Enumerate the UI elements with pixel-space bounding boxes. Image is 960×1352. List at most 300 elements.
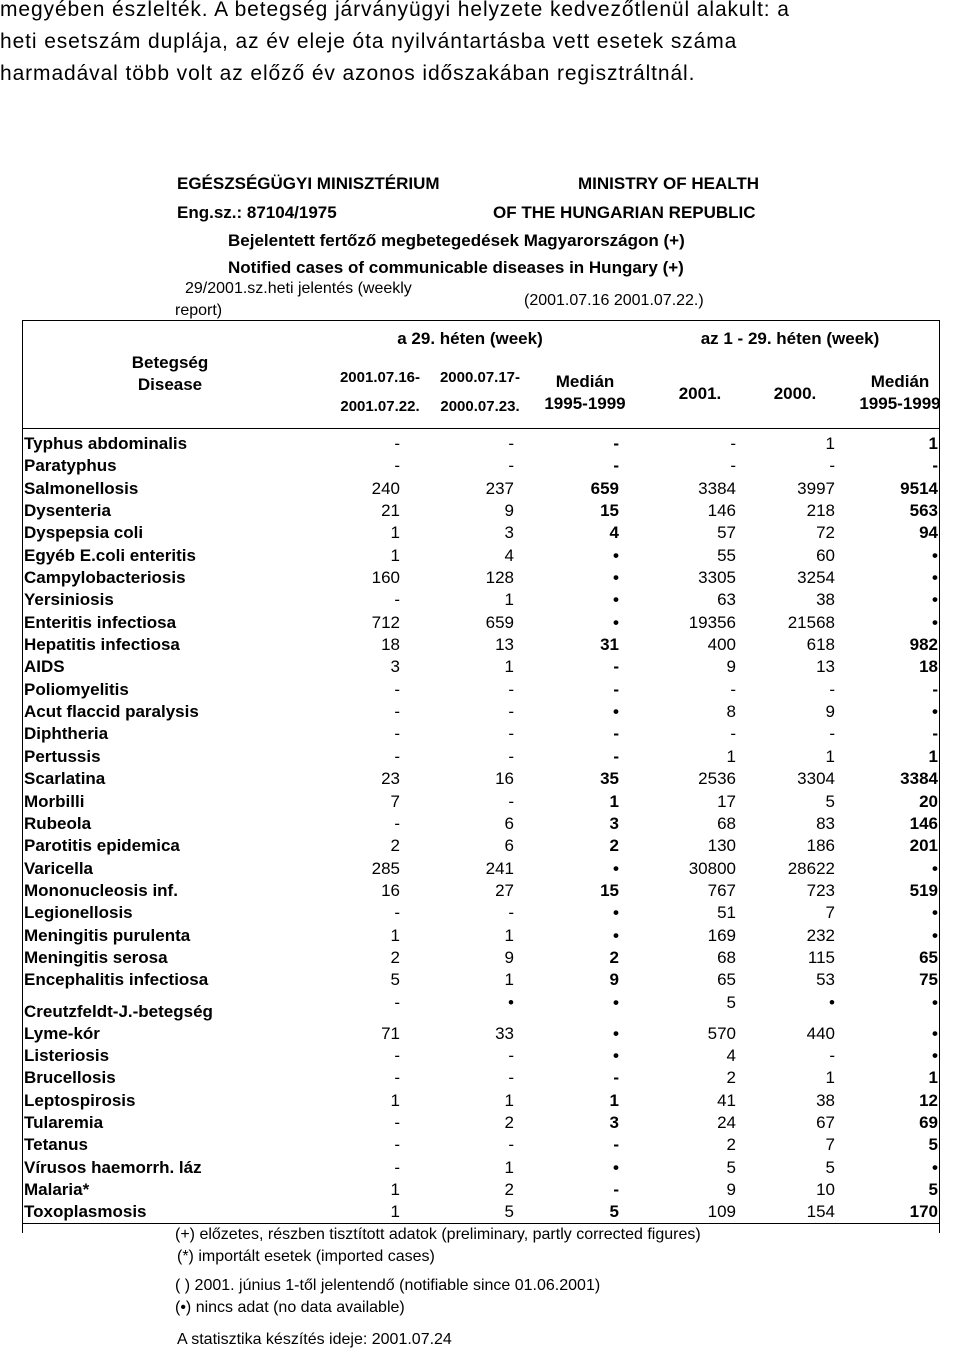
disease-name: Yersiniosis [24,590,114,610]
table-row [0,657,960,679]
disease-name: Diphtheria [24,724,109,744]
disease-name: Hepatitis infectiosa [24,635,180,655]
table-bottom-rule [22,1223,940,1224]
cell-col-2: - [613,679,619,699]
cell-col-3: - [730,679,736,699]
cell-col-2: 15 [600,501,619,521]
cell-col-5: 69 [919,1112,938,1132]
cell-col-1: 4 [504,545,514,565]
cell-col-3: 146 [707,501,736,521]
cell-col-5: 75 [919,970,938,990]
disease-name: Salmonellosis [24,478,139,498]
cell-col-1: 9 [504,947,514,967]
cell-col-2: • [613,903,619,923]
table-row [0,1180,960,1202]
cell-col-2: - [613,724,619,744]
cell-col-0: 712 [371,612,400,632]
cell-col-5: • [932,568,938,588]
cell-col-1: 1 [504,925,514,945]
cell-col-0: - [394,1135,400,1155]
cell-col-5: 9514 [900,478,938,498]
disease-name: Leptospirosis [24,1090,136,1110]
cell-col-2: • [613,1045,619,1065]
cell-col-1: - [508,791,514,811]
disease-table [0,434,960,1225]
table-row [0,456,960,478]
cell-col-4: 21568 [787,612,835,632]
cell-col-0: 7 [390,791,400,811]
cell-col-0: 2 [390,836,400,856]
table-row [0,948,960,970]
disease-name: Listeriosis [24,1045,110,1065]
col-cum-median-years: 1995-1999 [859,394,941,413]
cell-col-3: - [730,434,736,453]
table-row [0,792,960,814]
cell-col-1: 16 [495,769,514,789]
disease-name: AIDS [24,657,65,677]
registration-number: Eng.sz.: 87104/1975 [177,203,337,222]
cell-col-4: 72 [816,523,835,543]
disease-name: Acut flaccid paralysis [24,702,199,722]
disease-name: Typhus abdominalis [24,434,188,453]
cell-col-4: 28622 [787,858,835,878]
cell-col-0: - [394,1045,400,1065]
ministry-en: MINISTRY OF HEALTH [578,174,760,193]
disease-name: Meningitis purulenta [24,925,191,945]
cell-col-5: 18 [919,657,938,677]
table-row [0,702,960,724]
cell-col-2: 5 [609,1202,619,1222]
cell-col-0: - [394,746,400,766]
report-number-cont: report) [175,302,223,319]
cell-col-0: 1 [390,545,400,565]
cell-col-2: 15 [600,880,619,900]
header-bottom-rule [22,428,940,429]
cell-col-3: 400 [707,635,736,655]
cell-col-2: • [613,702,619,722]
cell-col-5: - [932,724,938,744]
col-week-2000-from: 2000.07.17- [439,369,521,386]
cell-col-0: 3 [390,657,400,677]
cell-col-4: 13 [816,657,835,677]
disease-name: Paratyphus [24,456,117,476]
cell-col-2: - [613,1068,619,1088]
cell-col-4: 53 [816,970,835,990]
cell-col-2: - [613,434,619,453]
cell-col-5: • [932,858,938,878]
cell-col-4: 1 [825,434,835,453]
cell-col-0: 5 [390,970,400,990]
cell-col-3: 5 [726,992,736,1012]
cell-col-5: • [932,903,938,923]
table-row [0,546,960,568]
cell-col-3: 3384 [698,478,736,498]
cell-col-1: 3 [504,523,514,543]
cell-col-5: 982 [909,635,938,655]
cell-col-0: - [394,1157,400,1177]
cell-col-2: • [613,925,619,945]
disease-name: Rubeola [24,813,92,833]
disease-header-en: Disease [137,375,203,394]
cell-col-1: - [508,1135,514,1155]
cell-col-5: • [932,925,938,945]
cell-col-4: 7 [825,1135,835,1155]
cell-col-5: 3384 [900,769,938,789]
cell-col-1: 5 [504,1202,514,1222]
cell-col-4: 38 [816,1090,835,1110]
cell-col-5: • [932,1045,938,1065]
cell-col-3: 2536 [698,769,736,789]
cell-col-2: 659 [590,478,619,498]
cell-col-4: 38 [816,590,835,610]
report-period: (2001.07.16 2001.07.22.) [524,292,704,309]
cell-col-3: 1 [726,746,736,766]
cell-col-3: 130 [707,836,736,856]
cell-col-1: 27 [495,880,514,900]
table-row [0,926,960,948]
disease-name: Egyéb E.coli enteritis [24,545,196,565]
cell-col-4: 9 [825,702,835,722]
cell-col-4: • [829,992,835,1012]
table-row [0,1068,960,1090]
table-row [0,1158,960,1180]
table-row [0,724,960,746]
cell-col-4: 67 [816,1112,835,1132]
cell-col-2: - [613,657,619,677]
footnote-notifiable: ( ) 2001. június 1-től jelentendő (notifiable since 01.06.2001) [175,1277,601,1294]
cell-col-0: - [394,724,400,744]
disease-name: Tularemia [24,1112,104,1132]
disease-name: Malaria* [24,1180,90,1199]
cell-col-4: 232 [806,925,835,945]
col-cum-2001: 2001. [678,384,722,403]
cell-col-5: 519 [909,880,938,900]
table-row [0,814,960,836]
col-week-2001-from: 2001.07.16- [339,369,421,386]
intro-line-1: megyében észlelték. A betegség járványügyi helyzete kedvezőtlenül alakult: a [0,0,790,21]
cell-col-5: • [932,702,938,722]
cell-col-0: - [394,434,400,453]
cell-col-4: 154 [806,1202,835,1222]
cell-col-3: 41 [717,1090,736,1110]
table-row [0,970,960,992]
title-en: Notified cases of communicable diseases in Hungary (+) [228,258,684,277]
disease-name: Brucellosis [24,1068,116,1088]
cell-col-0: 240 [371,478,400,498]
cell-col-1: 659 [485,612,514,632]
cell-col-5: • [932,590,938,610]
cell-col-4: 115 [807,947,835,967]
cell-col-5: • [932,992,938,1012]
cell-col-0: 285 [371,858,400,878]
cell-col-1: - [508,456,514,476]
cell-col-3: 5 [726,1157,736,1177]
cell-col-3: 17 [717,791,736,811]
cell-col-0: 16 [381,880,400,900]
intro-line-2: heti esetszám duplája, az év eleje óta nyilvántartásba vett esetek száma [0,30,738,53]
cell-col-4: 10 [816,1180,835,1199]
cell-col-5: 94 [919,523,938,543]
republic-en: OF THE HUNGARIAN REPUBLIC [493,203,756,222]
cell-col-2: 1 [609,1090,619,1110]
cell-col-0: 1 [390,1090,400,1110]
cell-col-0: - [394,1068,400,1088]
cell-col-2: • [613,1023,619,1043]
cell-col-3: 65 [717,970,736,990]
col-cum-2000: 2000. [773,384,817,403]
disease-name: Creutzfeldt-J.-betegség [24,1001,213,1021]
cell-col-5: 201 [909,836,938,856]
cell-col-0: 1 [390,1202,400,1222]
disease-name: Encephalitis infectiosa [24,970,209,990]
disease-name: Toxoplasmosis [24,1202,147,1222]
cell-col-1: 1 [504,657,514,677]
cell-col-1: - [508,434,514,453]
table-row [0,523,960,545]
cell-col-5: 1 [928,434,938,453]
cell-col-0: 1 [390,1180,400,1199]
cell-col-5: • [932,612,938,632]
footnote-preliminary: (+) előzetes, részben tisztított adatok (preliminary, partly corrected figures) [175,1226,701,1243]
cell-col-2: - [613,746,619,766]
cell-col-2: • [613,568,619,588]
cell-col-1: - [508,1068,514,1088]
table-row [0,747,960,769]
cell-col-0: - [394,702,400,722]
cell-col-3: 63 [717,590,736,610]
cell-col-3: 570 [707,1023,736,1043]
cell-col-3: 68 [717,813,736,833]
cumulative-group-header: az 1 - 29. héten (week) [700,329,880,348]
disease-name: Campylobacteriosis [24,568,186,588]
cell-col-1: 128 [485,568,514,588]
cell-col-5: • [932,545,938,565]
disease-name: Pertussis [24,746,101,766]
cell-col-3: 9 [726,1180,736,1199]
table-row [0,1202,960,1224]
cell-col-4: 3304 [797,769,835,789]
table-row [0,881,960,903]
table-row [0,993,960,1024]
cell-col-1: • [508,992,514,1012]
table-row [0,769,960,791]
cell-col-2: 31 [600,635,619,655]
cell-col-5: 1 [928,746,938,766]
col-cum-median-label: Medián [870,372,930,391]
disease-name: Enteritis infectiosa [24,612,177,632]
cell-col-4: 218 [806,501,835,521]
table-row [0,1113,960,1135]
cell-col-2: 2 [609,947,619,967]
table-row [0,590,960,612]
cell-col-0: - [394,813,400,833]
cell-col-2: • [613,545,619,565]
cell-col-5: - [932,456,938,476]
disease-name: Dyspepsia coli [24,523,144,543]
table-row [0,501,960,523]
cell-col-1: - [508,903,514,923]
cell-col-4: 723 [806,880,835,900]
cell-col-0: 2 [390,947,400,967]
cell-col-1: 1 [504,590,514,610]
report-number: 29/2001.sz.heti jelentés (weekly [185,280,412,297]
cell-col-3: 3305 [698,568,736,588]
weekly-group-header: a 29. héten (week) [397,329,543,348]
cell-col-5: 65 [919,947,938,967]
cell-col-5: 20 [919,791,938,811]
disease-name: Morbilli [24,791,85,811]
cell-col-2: • [613,992,619,1012]
cell-col-5: 170 [909,1202,938,1222]
statistics-prepared-date: A statisztika készítés ideje: 2001.07.24 [177,1331,452,1348]
cell-col-0: 1 [390,523,400,543]
cell-col-4: 60 [816,545,835,565]
cell-col-4: - [829,1045,835,1065]
disease-name: Poliomyelitis [24,679,129,699]
cell-col-3: 57 [717,523,736,543]
cell-col-3: - [730,456,736,476]
cell-col-2: 3 [609,1112,619,1132]
cell-col-4: 3254 [797,568,835,588]
disease-header-hu: Betegség [131,353,209,372]
table-row [0,434,960,456]
cell-col-3: 8 [726,702,736,722]
cell-col-4: 1 [825,1068,835,1088]
cell-col-5: 5 [928,1180,938,1199]
col-week-median-years: 1995-1999 [544,394,626,413]
disease-name: Vírusos haemorrh. láz [24,1157,202,1177]
cell-col-5: • [932,1023,938,1043]
cell-col-4: 618 [806,635,835,655]
cell-col-1: 6 [504,836,514,856]
cell-col-2: 1 [609,791,619,811]
cell-col-5: • [932,1157,938,1177]
table-row [0,903,960,925]
cell-col-3: 169 [707,925,736,945]
disease-name: Scarlatina [24,769,106,789]
cell-col-2: 2 [609,836,619,856]
col-week-median-label: Medián [555,372,615,391]
cell-col-1: 1 [504,970,514,990]
cell-col-0: 71 [381,1023,400,1043]
col-week-2001-to: 2001.07.22. [340,398,420,415]
cell-col-3: 55 [717,545,736,565]
cell-col-1: - [508,1045,514,1065]
cell-col-3: 19356 [688,612,736,632]
cell-col-4: 440 [806,1023,835,1043]
header-top-rule [22,320,940,321]
cell-col-0: 1 [390,925,400,945]
cell-col-0: - [394,590,400,610]
cell-col-4: 83 [816,813,835,833]
cell-col-1: 237 [485,478,514,498]
cell-col-1: 2 [504,1112,514,1132]
disease-name: Varicella [24,858,94,878]
disease-name: Tetanus [24,1135,88,1155]
cell-col-4: 1 [825,746,835,766]
cell-col-3: 51 [717,903,736,923]
cell-col-0: 23 [381,769,400,789]
cell-col-3: 109 [707,1202,736,1222]
disease-name: Parotitis epidemica [24,836,180,856]
cell-col-4: 186 [806,836,835,856]
table-row [0,680,960,702]
table-row [0,479,960,501]
cell-col-1: 1 [504,1157,514,1177]
cell-col-1: 2 [504,1180,514,1199]
cell-col-0: - [394,679,400,699]
cell-col-1: - [508,724,514,744]
cell-col-3: 767 [707,880,736,900]
table-row [0,859,960,881]
cell-col-3: 68 [717,947,736,967]
cell-col-1: 9 [504,501,514,521]
cell-col-1: - [508,702,514,722]
table-row [0,613,960,635]
table-row [0,1046,960,1068]
cell-col-1: 6 [504,813,514,833]
table-row [0,635,960,657]
cell-col-4: - [829,724,835,744]
cell-col-5: 146 [909,813,938,833]
cell-col-3: 2 [726,1135,736,1155]
cell-col-2: 4 [609,523,619,543]
disease-name: Dysenteria [24,501,111,521]
cell-col-4: 5 [825,1157,835,1177]
footnote-no-data: (•) nincs adat (no data available) [175,1299,405,1316]
cell-col-3: - [730,724,736,744]
cell-col-2: • [613,612,619,632]
cell-col-2: 9 [609,970,619,990]
cell-col-4: 5 [825,791,835,811]
table-row [0,836,960,858]
cell-col-3: 2 [726,1068,736,1088]
cell-col-2: - [613,1180,619,1199]
cell-col-5: 12 [919,1090,938,1110]
ministry-hu: EGÉSZSÉGÜGYI MINISZTÉRIUM [177,174,440,193]
cell-col-3: 4 [726,1045,736,1065]
cell-col-1: 33 [495,1023,514,1043]
disease-name: Legionellosis [24,903,133,923]
cell-col-1: - [508,746,514,766]
disease-name: Mononucleosis inf. [24,880,178,900]
cell-col-0: - [394,456,400,476]
cell-col-5: 1 [928,1068,938,1088]
cell-col-2: 3 [609,813,619,833]
cell-col-4: 7 [825,903,835,923]
disease-name: Lyme-kór [24,1023,100,1043]
cell-col-0: - [394,1112,400,1132]
cell-col-2: • [613,858,619,878]
cell-col-3: 24 [717,1112,736,1132]
footnote-imported: (*) importált esetek (imported cases) [177,1248,435,1265]
cell-col-1: 13 [495,635,514,655]
cell-col-5: - [932,679,938,699]
cell-col-0: 160 [371,568,400,588]
cell-col-2: - [613,1135,619,1155]
cell-col-2: • [613,590,619,610]
cell-col-1: - [508,679,514,699]
cell-col-4: - [829,679,835,699]
cell-col-4: - [829,456,835,476]
cell-col-0: 21 [381,501,400,521]
title-hu: Bejelentett fertőző megbetegedések Magyarországon (+) [228,231,685,250]
cell-col-4: 3997 [797,478,835,498]
col-week-2000-to: 2000.07.23. [440,398,520,415]
cell-col-2: 35 [600,769,619,789]
table-row [0,1091,960,1113]
intro-line-3: harmadával több volt az előző év azonos időszakában regisztráltnál. [0,62,696,85]
